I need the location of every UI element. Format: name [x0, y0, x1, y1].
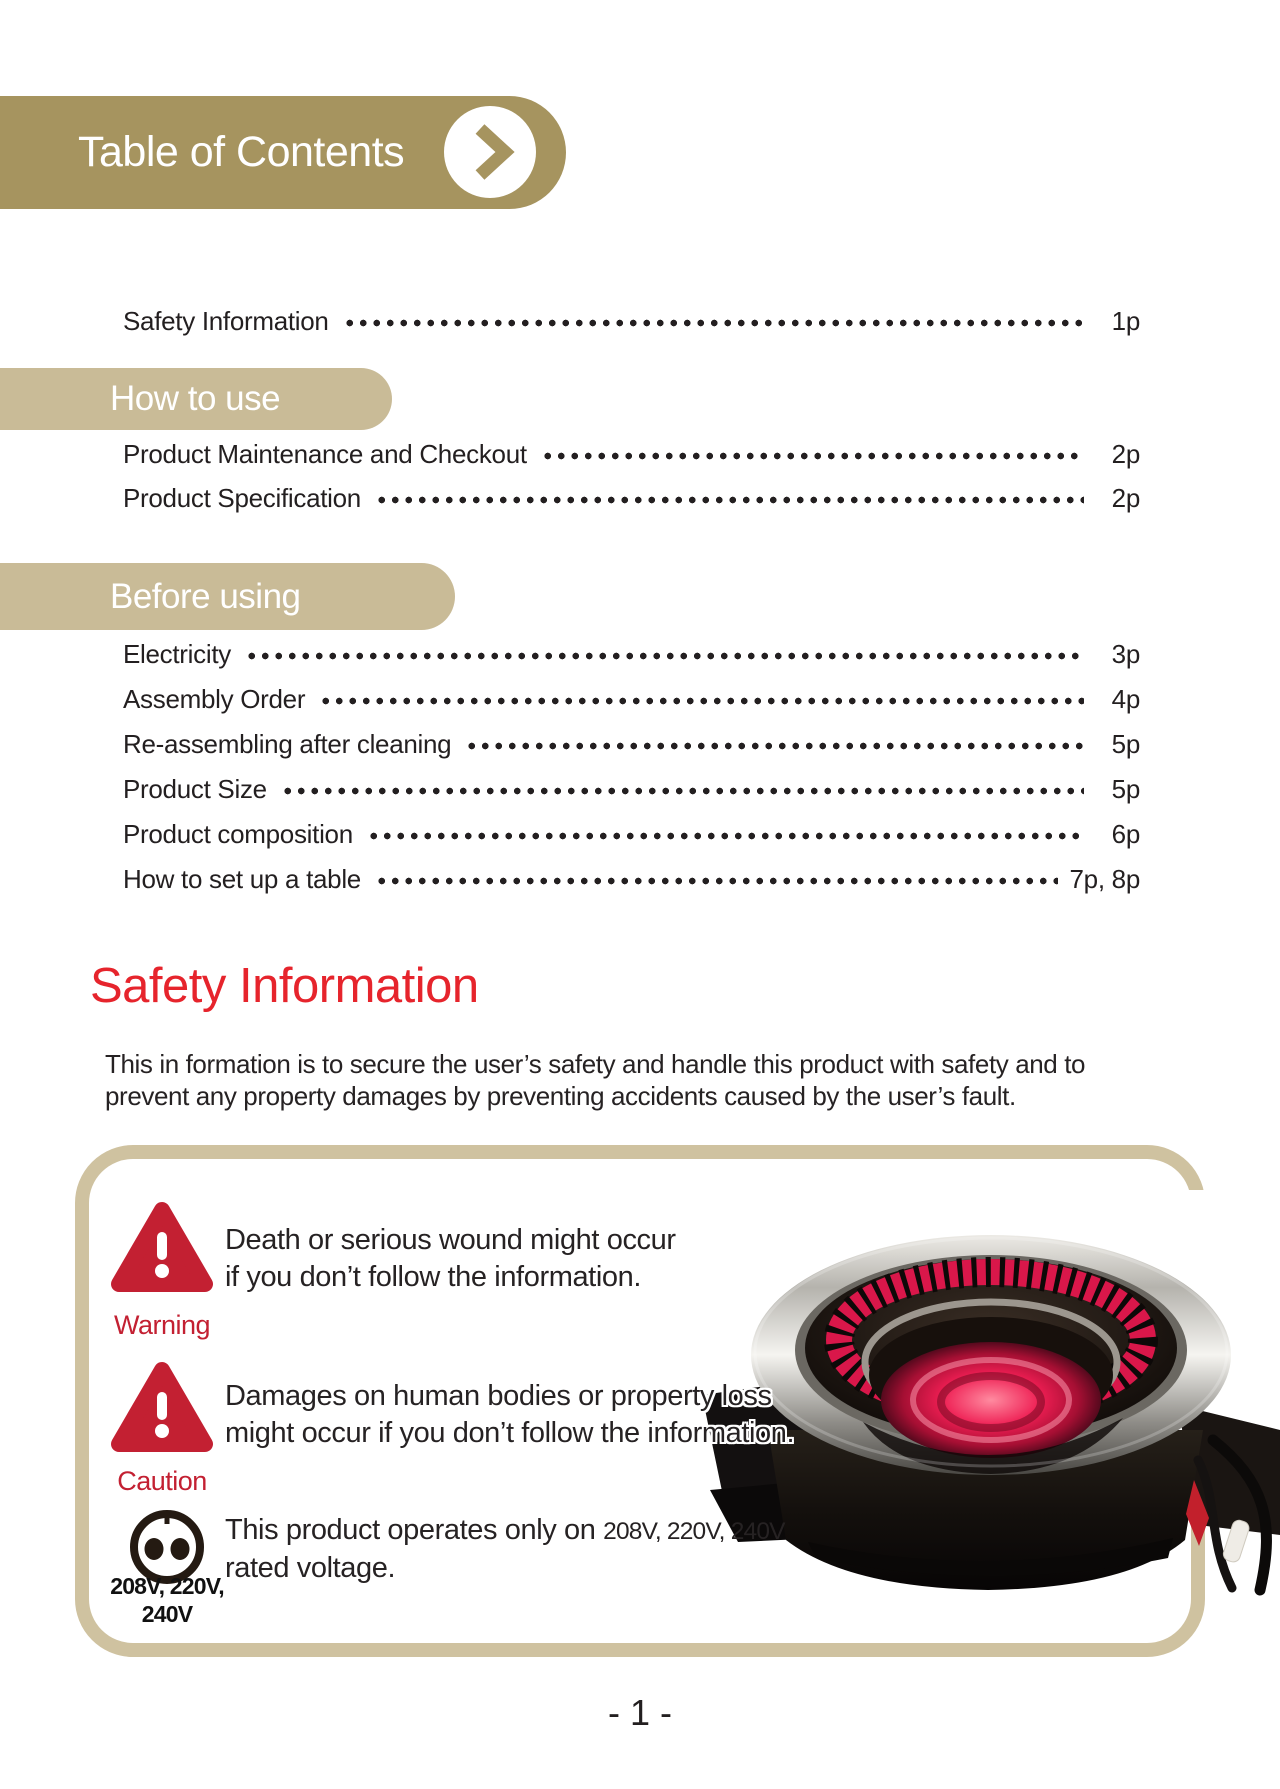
warning-label: Warning — [113, 1310, 211, 1340]
section-title: How to use — [110, 379, 281, 418]
chevron-right-icon — [444, 106, 536, 198]
toc-row — [123, 433, 1140, 475]
toc-item-label: How to set up a table — [123, 863, 361, 894]
toc-row — [123, 477, 1140, 519]
dot-leader — [375, 876, 1058, 886]
intro-line: prevent any property damages by preventing accidents caused by the user’s fault. — [105, 1081, 1016, 1111]
toc-item-label: Product Size — [123, 773, 267, 804]
toc-row — [123, 678, 1140, 720]
toc-item-label: Re-assembling after cleaning — [123, 728, 452, 759]
toc-row — [123, 858, 1140, 900]
caution-triangle-icon — [110, 1360, 214, 1461]
toc-page-number: 7p, 8p — [1069, 863, 1140, 894]
toc-item-label: Product composition — [123, 818, 353, 849]
caution-text: Damages on human bodies or property loss might occur if you don’t follow the information. — [225, 1380, 795, 1449]
section-banner-before-using — [0, 563, 455, 630]
toc-row — [123, 723, 1140, 765]
toc-item-label: Assembly Order — [123, 683, 306, 714]
toc-item-label: Electricity — [123, 638, 231, 669]
toc-page-number: 5p — [1111, 728, 1140, 759]
voltage-text: This product operates only on 208V, 220V, 240V rated voltage. — [225, 1514, 785, 1584]
arrow-circle — [444, 106, 536, 198]
table-of-contents-banner — [0, 96, 566, 209]
page-number: - 1 - — [607, 1692, 672, 1733]
toc-page-number: 2p — [1111, 482, 1140, 513]
toc-item-label: Safety Information — [123, 305, 329, 336]
page-title: Table of Contents — [78, 128, 405, 176]
toc-page-number: 1p — [1111, 305, 1140, 336]
dot-leader — [465, 741, 1084, 751]
toc-page-number: 3p — [1111, 638, 1140, 669]
caution-label: Caution — [117, 1466, 207, 1496]
toc-row — [123, 768, 1140, 810]
toc-row — [123, 813, 1140, 855]
intro-line: This in formation is to secure the user’s safety and handle this product with safety and to — [105, 1049, 1086, 1079]
dot-leader — [319, 696, 1084, 706]
toc-page-number: 4p — [1111, 683, 1140, 714]
safety-information-heading: Safety Information — [90, 959, 479, 1013]
dot-leader — [375, 495, 1084, 505]
plug-voltage-label: 208V, 220V, 240V — [110, 1573, 224, 1627]
warning-text: Death or serious wound might occur if you don’t follow the information. — [225, 1224, 676, 1293]
warning-triangle-icon — [110, 1200, 214, 1301]
toc-row — [123, 633, 1140, 675]
toc-item-label: Product Maintenance and Checkout — [123, 438, 527, 469]
toc-page-number: 6p — [1111, 818, 1140, 849]
section-title: Before using — [110, 576, 301, 616]
toc-item-label: Product Specification — [123, 482, 361, 513]
voltage-values: 208V, 220V, 240V — [603, 1518, 785, 1545]
dot-leader — [367, 831, 1084, 841]
dot-leader — [343, 318, 1084, 328]
toc-page-number: 2p — [1111, 438, 1140, 469]
dot-leader — [541, 451, 1084, 461]
section-banner-how-to-use — [0, 368, 392, 430]
toc-row — [123, 300, 1140, 342]
safety-intro-paragraph — [105, 1048, 1205, 1112]
dot-leader — [281, 786, 1084, 796]
toc-page-number: 5p — [1111, 773, 1140, 804]
dot-leader — [245, 651, 1084, 661]
